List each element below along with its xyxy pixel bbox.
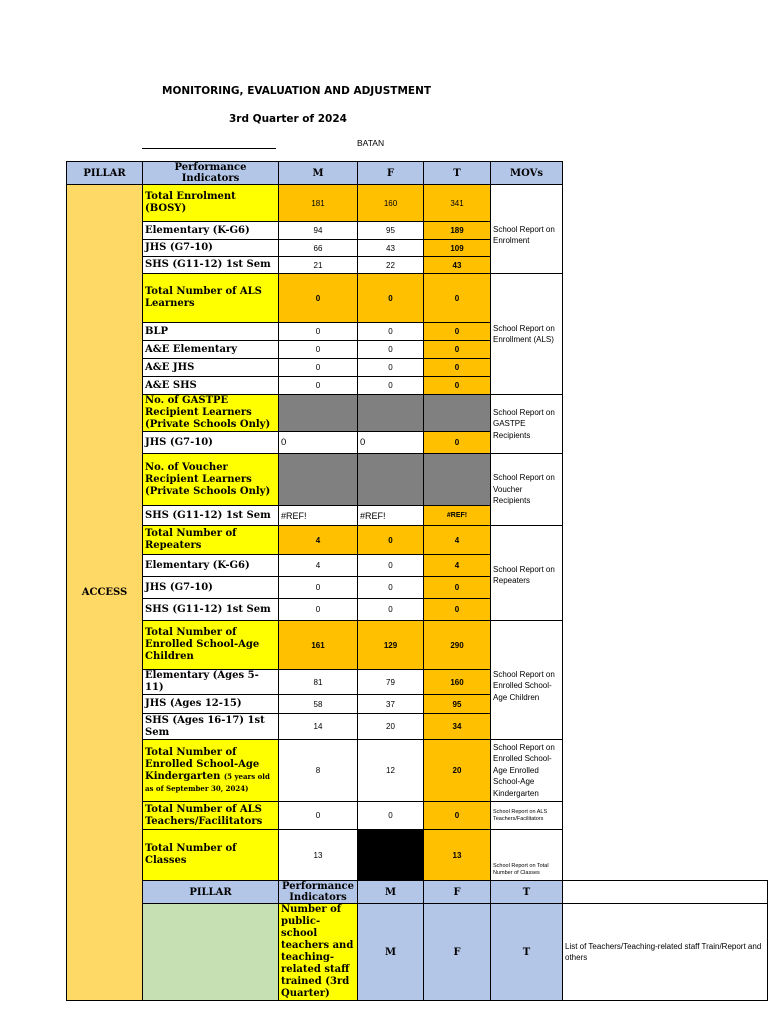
school-name: BATAN: [357, 138, 385, 148]
table-row: [67, 740, 768, 802]
indicator-label: Elementary (Ages 5-11): [143, 670, 279, 695]
value-m: 94: [279, 222, 358, 240]
monitoring-table: [66, 161, 768, 1001]
value-m: 0: [279, 341, 358, 359]
indicator-label: Total Number of ALS Learners: [143, 274, 279, 323]
mov-cell: School Report on Enrollment (ALS): [491, 274, 563, 395]
value-m: 0: [279, 274, 358, 323]
value-m: M: [358, 904, 424, 1001]
value-t: 43: [424, 257, 491, 274]
value-f: 0: [358, 577, 424, 599]
page-subtitle: 3rd Quarter of 2024: [229, 113, 347, 125]
value-t: #REF!: [424, 506, 491, 526]
value-t: 34: [424, 714, 491, 740]
mov-cell: School Report on Enrolled School-Age Enrolled School-Age Kindergarten: [491, 740, 563, 802]
value-m-blank: [279, 395, 358, 432]
indicator-label: Total Number of Enrolled School-Age Children: [143, 621, 279, 670]
table-row: [67, 599, 768, 621]
header-f: F: [358, 162, 424, 185]
table-row: [67, 432, 768, 454]
indicator-label: A&E Elementary: [143, 341, 279, 359]
value-f-blank: [358, 454, 424, 506]
mov-cell: School Report on Enrolled School-Age Children: [491, 621, 563, 740]
value-t: 13: [424, 830, 491, 881]
value-t: 0: [424, 802, 491, 830]
table-row: [67, 323, 768, 341]
value-m: 58: [279, 695, 358, 714]
value-f-blank: [358, 830, 424, 881]
mov-cell: School Report on Voucher Recipients: [491, 454, 563, 526]
table-row: [67, 395, 768, 432]
value-f: 20: [358, 714, 424, 740]
indicator-label: No. of Voucher Recipient Learners (Private Schools Only): [143, 454, 279, 506]
value-f: 0: [358, 599, 424, 621]
value-f: F: [424, 904, 491, 1001]
value-t: 109: [424, 240, 491, 257]
value-t: 0: [424, 377, 491, 395]
header-pillar: PILLAR: [67, 162, 143, 185]
value-f: 0: [358, 432, 424, 454]
mov-cell: School Report on ALS Teachers/Facilitators: [491, 802, 563, 830]
table-row: [67, 454, 768, 506]
value-f: 160: [358, 185, 424, 222]
table-header-row: [67, 881, 768, 904]
table-row: [67, 555, 768, 577]
mov-cell: School Report on GASTPE Recipients: [491, 395, 563, 454]
header-m: M: [279, 162, 358, 185]
value-m-blank: [279, 454, 358, 506]
value-t-blank: [424, 395, 491, 432]
indicator-label: A&E SHS: [143, 377, 279, 395]
table-row: [67, 274, 768, 323]
value-t-blank: [424, 454, 491, 506]
indicator-label: Elementary (K-G6): [143, 555, 279, 577]
mov-cell: List of Teachers/Teaching-related staff Train/Report and others: [563, 904, 768, 1001]
value-m: 4: [279, 526, 358, 555]
value-m: 8: [279, 740, 358, 802]
value-m: 0: [279, 599, 358, 621]
value-t: 0: [424, 274, 491, 323]
value-t: 95: [424, 695, 491, 714]
value-m: 0: [279, 802, 358, 830]
table-row: [67, 670, 768, 695]
indicator-label: JHS (G7-10): [143, 240, 279, 257]
table-row: [67, 802, 768, 830]
indicator-label: JHS (G7-10): [143, 577, 279, 599]
value-t: 20: [424, 740, 491, 802]
table-row: [67, 257, 768, 274]
header-t: T: [491, 881, 563, 904]
table-row: [67, 695, 768, 714]
value-f: 129: [358, 621, 424, 670]
pillar-access: ACCESS: [67, 185, 143, 1001]
indicator-note: (5 years old as of September 30, 2024): [145, 771, 270, 793]
value-m: 0: [279, 359, 358, 377]
indicator-label: Total Number of Repeaters: [143, 526, 279, 555]
value-f: 0: [358, 341, 424, 359]
value-m: 4: [279, 555, 358, 577]
header-movs-blank: [563, 881, 768, 904]
value-t: 0: [424, 599, 491, 621]
value-f: 12: [358, 740, 424, 802]
indicator-label: Number of public-school teachers and teaching-related staff trained (3rd Quarter): [279, 904, 358, 1001]
header-f: F: [424, 881, 491, 904]
value-t: 0: [424, 359, 491, 377]
header-t: T: [424, 162, 491, 185]
value-m: 81: [279, 670, 358, 695]
header-m: M: [358, 881, 424, 904]
indicator-label: A&E JHS: [143, 359, 279, 377]
value-m: 13: [279, 830, 358, 881]
value-t: 0: [424, 432, 491, 454]
value-m: 0: [279, 323, 358, 341]
header-movs: MOVs: [491, 162, 563, 185]
value-t: 4: [424, 526, 491, 555]
indicator-label: Total Number of Classes: [143, 830, 279, 881]
value-f: 0: [358, 526, 424, 555]
table-row: [67, 904, 768, 1001]
value-t: 0: [424, 341, 491, 359]
value-m: 0: [279, 432, 358, 454]
pillar-quality: [143, 904, 279, 1001]
header-indicators: Performance Indicators: [143, 162, 279, 185]
mov-cell: School Report on Enrolment: [491, 185, 563, 274]
value-t: T: [491, 904, 563, 1001]
value-t: 4: [424, 555, 491, 577]
table-row: [67, 714, 768, 740]
value-f: 0: [358, 802, 424, 830]
signature-line: [142, 148, 276, 149]
value-f: 95: [358, 222, 424, 240]
value-m: 21: [279, 257, 358, 274]
value-m: 161: [279, 621, 358, 670]
value-m: 0: [279, 377, 358, 395]
table-row: [67, 506, 768, 526]
table-row: [67, 222, 768, 240]
table-row: [67, 621, 768, 670]
value-t: 341: [424, 185, 491, 222]
table-row: [67, 577, 768, 599]
value-m: 66: [279, 240, 358, 257]
header-indicators: Performance Indicators: [279, 881, 358, 904]
value-t: 160: [424, 670, 491, 695]
table-row: [67, 526, 768, 555]
value-f: 37: [358, 695, 424, 714]
value-t: 0: [424, 577, 491, 599]
value-f: #REF!: [358, 506, 424, 526]
indicator-label: SHS (G11-12) 1st Sem: [143, 257, 279, 274]
indicator-label: BLP: [143, 323, 279, 341]
value-f: 0: [358, 377, 424, 395]
indicator-label: Elementary (K-G6): [143, 222, 279, 240]
value-f: 0: [358, 359, 424, 377]
value-f: 0: [358, 274, 424, 323]
value-t: 0: [424, 323, 491, 341]
value-f: 43: [358, 240, 424, 257]
value-f: 0: [358, 323, 424, 341]
indicator-label: SHS (Ages 16-17) 1st Sem: [143, 714, 279, 740]
indicator-label: JHS (Ages 12-15): [143, 695, 279, 714]
indicator-label: SHS (G11-12) 1st Sem: [143, 506, 279, 526]
mov-cell: School Report on Repeaters: [491, 526, 563, 621]
mov-cell: School Report on Total Number of Classes: [491, 830, 563, 881]
value-f: 0: [358, 555, 424, 577]
indicator-label: SHS (G11-12) 1st Sem: [143, 599, 279, 621]
value-m: 14: [279, 714, 358, 740]
header-pillar: PILLAR: [143, 881, 279, 904]
table-row: [67, 341, 768, 359]
value-m: #REF!: [279, 506, 358, 526]
table-row: [67, 830, 768, 881]
indicator-label: Total Enrolment (BOSY): [143, 185, 279, 222]
table-row: [67, 377, 768, 395]
indicator-label: Total Number of Enrolled School-Age Kindergarten: [145, 746, 260, 782]
indicator-cell: [143, 740, 279, 802]
table-row: [67, 240, 768, 257]
value-f: 79: [358, 670, 424, 695]
value-m: 0: [279, 577, 358, 599]
indicator-label: JHS (G7-10): [143, 432, 279, 454]
table-header-row: [67, 162, 768, 185]
value-t: 290: [424, 621, 491, 670]
value-t: 189: [424, 222, 491, 240]
indicator-label: Total Number of ALS Teachers/Facilitators: [143, 802, 279, 830]
page-title: MONITORING, EVALUATION AND ADJUSTMENT: [162, 85, 432, 97]
table-row: [67, 359, 768, 377]
value-f: 22: [358, 257, 424, 274]
indicator-label: No. of GASTPE Recipient Learners (Private Schools Only): [143, 395, 279, 432]
table-row: [67, 185, 768, 222]
value-f-blank: [358, 395, 424, 432]
value-m: 181: [279, 185, 358, 222]
